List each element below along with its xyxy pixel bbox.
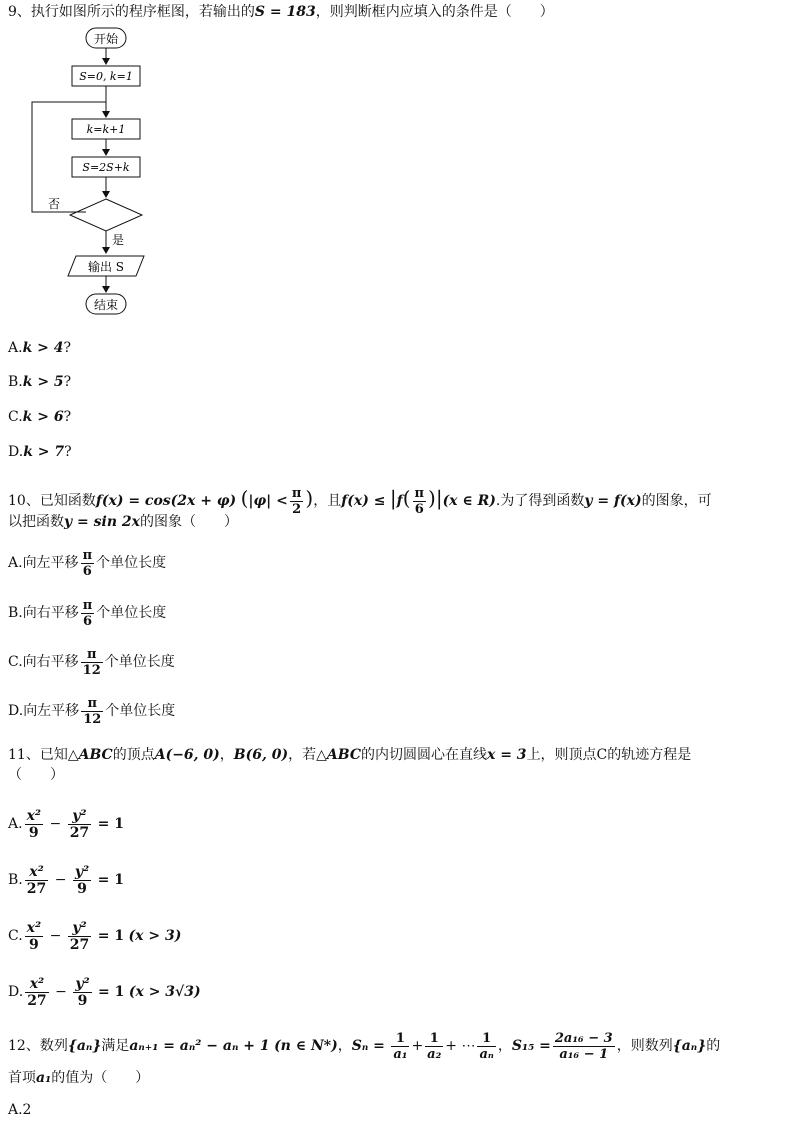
flow-start-label: 开始 (93, 32, 119, 46)
q10-stem-line1: 10、已知函数f(x) = cos(2x + φ) (|φ| < $\frac{\pi}{2}$ )，且f(x) ≤ |f( $\frac{\pi}{6}$ )|(x ∈ R).为了得到函数y = f(x)的图象，可 (8, 485, 712, 517)
q12-stem-line1: 12、数列{aₙ}满足aₙ₊₁ = aₙ² − aₙ + 1 (n ∈ N*)，Sₙ = $\frac{1}{\text{a₁}}$ + $\frac{1}{\text{a₂}}$ + ⋯ $\frac{1}{\text{aₙ}}$ ，S₁₅ = $\frac{\text{2a₁₆ − 3}}{\text{a₁₆ − 1}}$ ，则数列{aₙ}的 (8, 1030, 721, 1062)
flow-step2-label: S=2S+k (82, 161, 130, 174)
flow-output-label: 输出 S (87, 260, 125, 274)
q10-option-b[interactable]: B.向右平移 $\frac{\pi}{6}$ 个单位长度 (8, 597, 167, 629)
flow-no-label: 否 (48, 197, 61, 211)
flow-init-label: S=0, k=1 (79, 70, 133, 83)
q11-option-b[interactable]: B. $\frac{\text{x²}}{27}$ − $\frac{\text{y²}}{9}$ = 1 (8, 863, 124, 897)
q12-stem-line2: 首项a₁的值为（ ） (8, 1070, 150, 1086)
q9-stem: 9、执行如图所示的程序框图，若输出的S = 183，则判断框内应填入的条件是（ ） (8, 4, 554, 20)
q12-option-a[interactable]: A.2 (8, 1102, 32, 1118)
q11-stem-line1: 11、已知△ABC的顶点A(−6, 0)，B(6, 0)，若△ABC的内切圆圆心在直线x = 3上，则顶点C的轨迹方程是 (8, 747, 692, 763)
q11-option-a[interactable]: A. $\frac{\text{x²}}{9}$ − $\frac{\text{y²}}{27}$ = 1 (8, 807, 124, 841)
flow-step1-label: k=k+1 (86, 123, 126, 136)
flow-decision-node (70, 199, 142, 231)
q9-flowchart (20, 22, 160, 322)
q10-stem-line2: 以把函数y = sin 2x的图象（ ） (8, 514, 238, 530)
flow-end-label: 结束 (93, 298, 119, 312)
q11-option-d[interactable]: D. $\frac{\text{x²}}{27}$ − $\frac{\text{y²}}{9}$ = 1 (x > 3√3) (8, 975, 201, 1009)
q10-option-d[interactable]: D.向左平移 $\frac{\pi}{12}$ 个单位长度 (8, 695, 176, 727)
q10-option-a[interactable]: A.向左平移 $\frac{\pi}{6}$ 个单位长度 (8, 547, 167, 579)
flow-yes-label: 是 (112, 233, 125, 247)
q11-stem-line2: （ ） (8, 767, 64, 783)
q9-option-c[interactable]: C.k > 6? (8, 409, 72, 425)
q9-option-d[interactable]: D.k > 7? (8, 444, 72, 460)
q9-option-a[interactable]: A.k > 4? (8, 340, 71, 356)
q9-option-b[interactable]: B.k > 5? (8, 374, 72, 390)
q11-option-c[interactable]: C. $\frac{\text{x²}}{9}$ − $\frac{\text{y²}}{27}$ = 1 (x > 3) (8, 919, 182, 953)
q10-option-c[interactable]: C.向右平移 $\frac{\pi}{12}$ 个单位长度 (8, 646, 175, 678)
